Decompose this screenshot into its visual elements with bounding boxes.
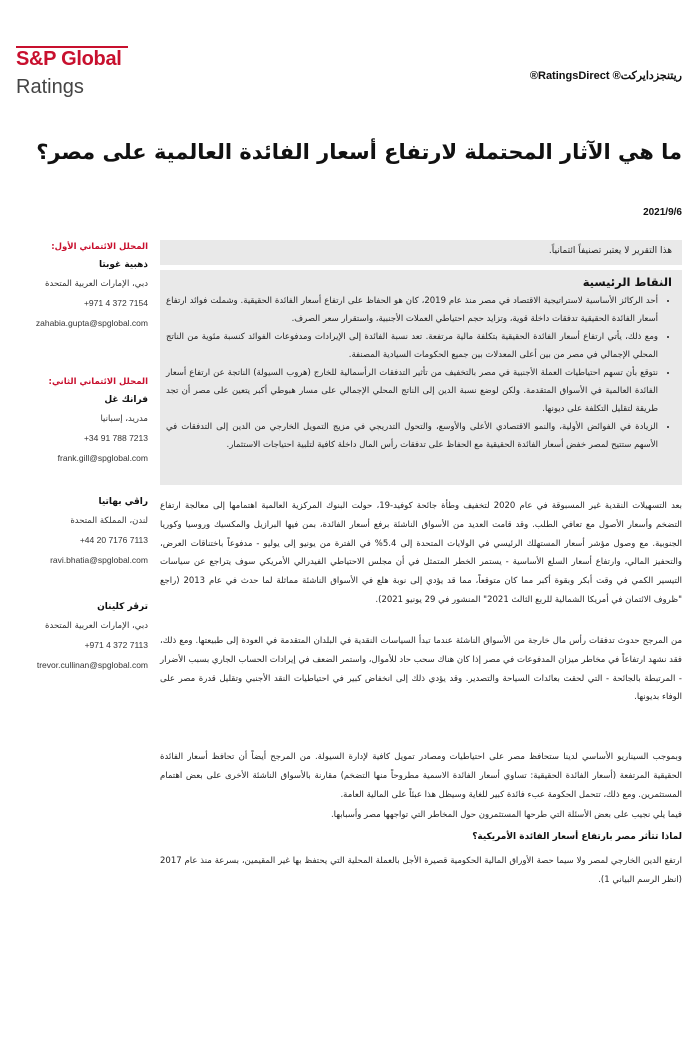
analyst-location: دبي، الإمارات العربية المتحدة (45, 621, 148, 631)
body-paragraph: فيما يلي نجيب على بعض الأسئلة التي طرحها المستثمرون حول المخاطر التي تواجهها مصر وأسبابها. (330, 810, 682, 820)
section-heading: لماذا تتأثر مصر بارتفاع أسعار الفائدة الأمريكية؟ (472, 832, 682, 842)
body-paragraph: وبموجب السيناريو الأساسي لدينا ستحافظ مصر على احتياطيات ومصادر تمويل كافية لإدارة السيولة. من المرجح أيضاً أن تحافظ أسعار الفائدة الحقيقية المرتفعة (أسعار الفائدة الحقيقية: تساوي أسعار الفائدة الاسمية مطروحاً منها التضخم) مقارنة بالأسواق الناشئة الأخرى على بعض اهتمام المستثمرين. ومع ذلك، تتحمل الحكومة عبء فائدة كبير للغاية وسيظل هذا عبئاً على المالية العامة. (160, 752, 682, 800)
body-paragraph: ارتفع الدين الخارجي لمصر ولا سيما حصة الأوراق المالية الحكومية قصيرة الأجل بالعملة المحلية التي يحتفظ بها غير المقيمين، بسرعة منذ عام 2017 (انظر الرسم البياني 1). (160, 856, 682, 885)
analyst-card (18, 377, 148, 472)
analyst-card (18, 242, 148, 337)
analyst-email-link[interactable]: frank.gill@spglobal.com (57, 453, 148, 463)
key-points-title: النقاط الرئيسية (582, 275, 672, 289)
analyst-phone: +971 4 372 7113 (84, 640, 148, 650)
analyst-location: دبي، الإمارات العربية المتحدة (45, 279, 148, 289)
analyst-name: ذهبية غوبتا (98, 260, 148, 270)
disclaimer-text: هذا التقرير لا يعتبر تصنيفاً ائتمانياً. (548, 246, 672, 256)
analyst-sidebar (18, 240, 148, 697)
key-point-item: • أحد الركائز الأساسية لاستراتيجية الاقتصاد في مصر منذ عام 2019، كان هو الحفاظ على ارتفاع أسعار الفائدة الحقيقية. وشملت فوائد ارتفاع أسعار الفائدة الحقيقية تدفقات داخلة قوية، وتزايد حجم احتياطي العملات الأجنبية، واستقرار سعر الصرف. (166, 292, 658, 328)
body-paragraph: بعد التسهيلات النقدية غير المسبوقة في عام 2020 لتخفيف وطأة جائحة كوفيد-19، حولت البنوك المركزية العالمية اهتمامها إلى معالجة ارتفاع التضخم وأسعار الأصول مع تعافي الطلب. وقد قامت العديد من الأسواق الناشئة برفع أسعار الفائدة، بمن فيها البرازيل والمكسيك وروسيا وكوريا الجنوبية. مع وصول مؤشر أسعار المستهلك الرئيسي في الولايات المتحدة إلى 5.4% في الفترة من يونيو إلى يوليو - مدفوعاً باختناقات العرض، والتحفيز المالي، وارتفاع أسعار السلع الأساسية - يستمر الخطر المتمثل في أن مجلس الاحتياطي الفيدرالي الأمريكي سوف يتراجع عن سياسات التيسير الكمي في وقت أبكر وبقوة أكبر مما كان متوقعاً، مما قد يؤدي إلى نوبة هلع في الأسواق الناشئة مماثلة لما حدث في عام 2013 (راجع "ظروف الائتمان في أمريكا الشمالية للربع الثالث 2021" المنشور في 29 يونيو 2021). (160, 501, 682, 605)
key-point-item: • الزيادة في الفوائض الأولية، والنمو الاقتصادي الأعلى والأوسع، والتحول التدريجي في مزيج التمويل الخارجي من الدين إلى التدفقات في الأسهم ستتيح لمصر خفض أسعار الفائدة الحقيقية مع الحفاظ على تدفقات رأس المال داخلة كافية لتلبية احتياجات الاستثمار. (166, 418, 658, 454)
key-points-box (160, 270, 682, 485)
analyst-location: لندن، المملكة المتحدة (70, 516, 148, 526)
analyst-email-link[interactable]: ravi.bhatia@spglobal.com (50, 555, 148, 565)
analyst-location: مدريد، إسبانيا (100, 414, 148, 424)
analyst-email-link[interactable]: zahabia.gupta@spglobal.com (35, 318, 148, 328)
brand-label: ريتنجزدايركت® RatingsDirect® (529, 70, 682, 82)
analyst-role: المحلل الائتماني الثاني: (48, 377, 148, 387)
analyst-name: فرانك غل (104, 395, 148, 405)
analyst-phone: +971 4 372 7154 (83, 298, 148, 308)
key-points-list (166, 292, 672, 454)
ratings-logo-text: Ratings (16, 76, 84, 98)
body-paragraph: من المرجح حدوث تدفقات رأس مال خارجة من الأسواق الناشئة عندما تبدأ السياسات النقدية في البلدان المتقدمة في العودة إلى طبيعتها. ومع ذلك، فقد نشهد ارتفاعاً في مخاطر ميزان المدفوعات في مصر إذا كان هناك سحب حاد للأموال، واستمر الضعف في إيرادات الحساب الجاري بسبب الأضرار - المرتبطة بالجائحة - التي لحقت بعائدات السياحة والتصدير. وقد يؤدي ذلك إلى انخفاض كبير في احتياطيات النقد الأجنبي وتقليل قدرة مصر على الوفاء بديونها. (160, 636, 682, 703)
sp-global-logo: S&P Global (16, 48, 122, 70)
analyst-card (18, 497, 148, 592)
page-title: ما هي الآثار المحتملة لارتفاع أسعار الفائدة العالمية على مصر؟ (36, 140, 682, 164)
key-point-item: • نتوقع بأن تسهم احتياطيات العملة الأجنبية في مصر بالتخفيف من تأثير التدفقات الرأسمالية للخارج (هروب السيولة) الناتجة عن ارتفاع أسعار الفائدة العالمية في الأسواق المتقدمة. ولكن لوضع نسبة الدين إلى الناتج المحلي الإجمالي على مسار هبوطي أكبر يتعين على مصر أن تجد طريقة لتقليل التكلفة على ديونها. (166, 364, 658, 418)
analyst-role: المحلل الائتماني الأول: (51, 242, 148, 252)
disclaimer-box (160, 240, 682, 265)
analyst-email-link[interactable]: trevor.cullinan@spglobal.com (36, 660, 148, 670)
analyst-phone: +34 91 788 7213 (83, 433, 148, 443)
analyst-card (18, 602, 148, 697)
analyst-name: ترڤر كلينان (97, 602, 148, 612)
publication-date: 2021/9/6 (643, 207, 682, 218)
analyst-phone: +44 20 7176 7113 (79, 535, 148, 545)
key-point-item: • ومع ذلك، يأتي ارتفاع أسعار الفائدة الحقيقية بتكلفة مالية مرتفعة. تعد نسبة الفائدة إلى الإيرادات ومدفوعات الفوائد كنسبة مئوية من الناتج المحلي الإجمالي في مصر من بين أعلى المعدلات بين جميع الحكومات السيادية المصنفة. (166, 328, 658, 364)
analyst-name: راڤي بهاتيا (98, 497, 148, 507)
